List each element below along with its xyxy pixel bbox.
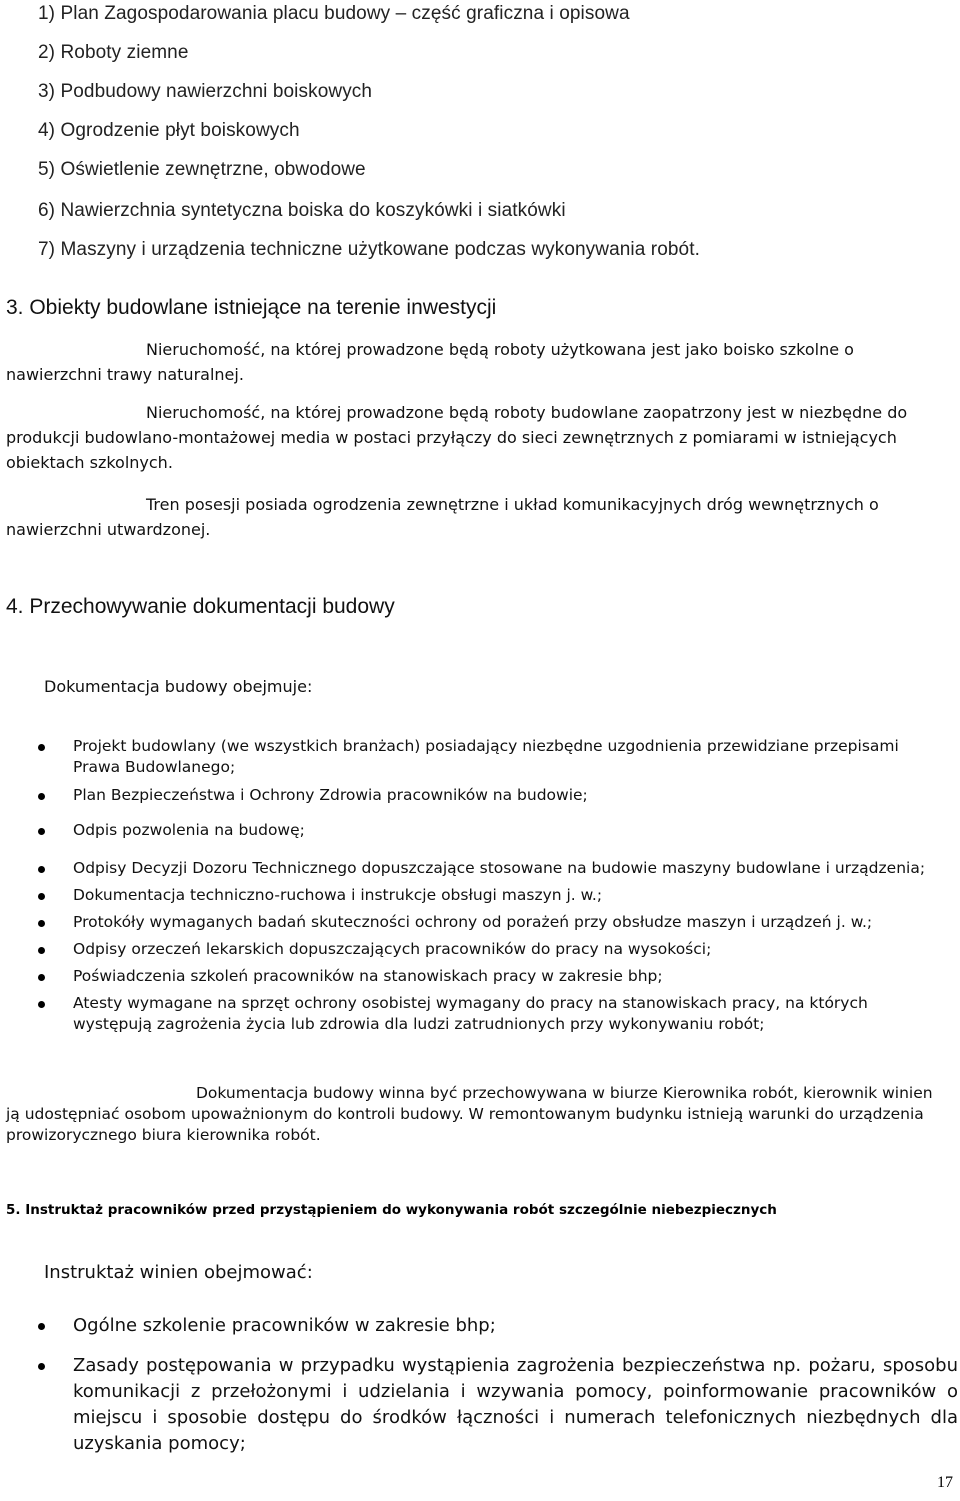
list-item: 1) Plan Zagospodarowania placu budowy – część graficzna i opisowa (38, 3, 630, 24)
list-intro: Instruktaż winien obejmować: (44, 1262, 313, 1283)
list-item: Protokóły wymaganych badań skuteczności ochrony od porażeń przy obsłudze maszyn i urządzeń j. w.; (0, 912, 930, 933)
bullet-icon (38, 744, 45, 751)
list-intro: Dokumentacja budowy obejmuje: (44, 677, 313, 696)
list-item: Ogólne szkolenie pracowników w zakresie bhp; (0, 1313, 958, 1339)
documentation-list (0, 736, 930, 1035)
section-heading: 5. Instruktaż pracowników przed przystąpieniem do wykonywania robót szczególnie niebezpiecznych (6, 1202, 777, 1218)
closing-paragraph: Dokumentacja budowy winna być przechowywana w biurze Kierownika robót, kierownik winien ją udostępniać osobom upoważnionym do kontroli budowy. W remontowanym budynku istnieją warunki do urządzenia prowizorycznego biura kierownika robót. (6, 1084, 933, 1144)
paragraph (6, 492, 886, 542)
page-number: 17 (937, 1474, 953, 1491)
paragraph (6, 400, 956, 475)
list-item: Odpisy orzeczeń lekarskich dopuszczających pracowników do pracy na wysokości; (0, 939, 930, 960)
list-item: Poświadczenia szkoleń pracowników na stanowiskach pracy w zakresie bhp; (0, 966, 930, 987)
list-item: 6) Nawierzchnia syntetyczna boiska do koszykówki i siatkówki (38, 200, 566, 221)
list-item: Projekt budowlany (we wszystkich branżach) posiadający niezbędne uzgodnienia przewidziane przepisami Prawa Budowlanego; (0, 736, 930, 778)
list-item: Plan Bezpieczeństwa i Ochrony Zdrowia pracowników na budowie; (0, 785, 930, 806)
instruction-list (0, 1313, 958, 1457)
list-item: Zasady postępowania w przypadku wystąpienia zagrożenia bezpieczeństwa np. pożaru, sposobu komunikacji z przełożonymi i udzielania i wzywania pomocy, poinformowanie pracowników o miejscu i sposobie dostępu do środków łączności i numerach telefonicznych niezbędnych dla uzyskania pomocy; (0, 1353, 958, 1457)
section-heading: 4. Przechowywanie dokumentacji budowy (6, 595, 395, 618)
bullet-icon (38, 1363, 45, 1370)
paragraph-text: Tren posesji posiada ogrodzenia zewnętrzne i układ komunikacyjnych dróg wewnętrznych o nawierzchni utwardzonej. (6, 495, 879, 539)
bullet-icon (38, 1323, 45, 1330)
list-item: 7) Maszyny i urządzenia techniczne użytkowane podczas wykonywania robót. (38, 239, 700, 260)
list-item: Odpis pozwolenia na budowę; (0, 820, 930, 841)
list-item: 4) Ogrodzenie płyt boiskowych (38, 120, 300, 141)
list-item: 2) Roboty ziemne (38, 42, 189, 63)
bullet-icon (38, 793, 45, 800)
section-heading: 3. Obiekty budowlane istniejące na terenie inwestycji (6, 296, 497, 319)
paragraph-text: Nieruchomość, na której prowadzone będą roboty budowlane zaopatrzony jest w niezbędne do produkcji budowlano-montażowej media w postaci przyłączy do sieci zewnętrznych z pomiarami w istniejących obiektach szkolnych. (6, 403, 908, 472)
bullet-icon (38, 1001, 45, 1008)
list-item: Odpisy Decyzji Dozoru Technicznego dopuszczające stosowane na budowie maszyny budowlane i urządzenia; (0, 858, 930, 879)
list-item: 5) Oświetlenie zewnętrzne, obwodowe (38, 159, 366, 180)
bullet-icon (38, 974, 45, 981)
list-item: Atesty wymagane na sprzęt ochrony osobistej wymagany do pracy na stanowiskach pracy, na których występują zagrożenia życia lub zdrowia dla ludzi zatrudnionych przy wykonywaniu robót; (0, 993, 930, 1035)
bullet-icon (38, 947, 45, 954)
list-item: 3) Podbudowy nawierzchni boiskowych (38, 81, 373, 102)
bullet-icon (38, 920, 45, 927)
list-item: Dokumentacja techniczno-ruchowa i instrukcje obsługi maszyn j. w.; (0, 885, 930, 906)
bullet-icon (38, 866, 45, 873)
bullet-icon (38, 828, 45, 835)
paragraph-text: Nieruchomość, na której prowadzone będą roboty użytkowana jest jako boisko szkolne o nawierzchni trawy naturalnej. (6, 340, 854, 384)
bullet-icon (38, 893, 45, 900)
paragraph (6, 337, 926, 387)
